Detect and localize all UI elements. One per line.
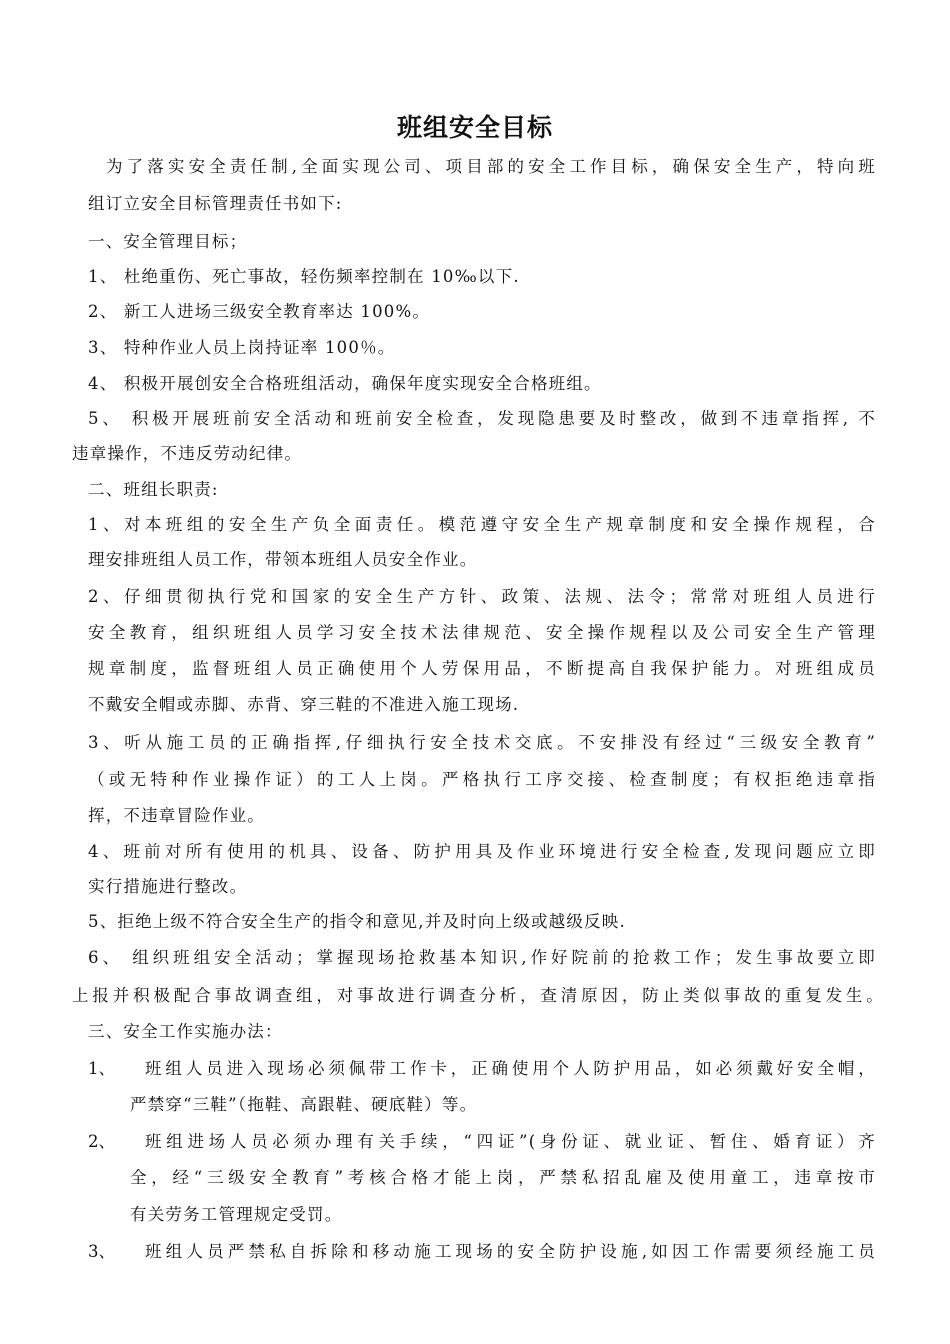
duty-3-line-3: 挥，不违章冒险作业。	[88, 806, 265, 825]
measure-1-line-2: 严禁穿“三鞋”（拖鞋、高跟鞋、硬底鞋）等。	[130, 1095, 478, 1114]
measure-2-number: 2、	[88, 1132, 115, 1151]
intro-line-2: 组订立安全目标管理责任书如下:	[88, 194, 343, 213]
duty-6-line-2: 上报并积极配合事故调查组，对事故进行调查分析，查清原因，防止类似事故的重复发生。	[72, 986, 884, 1005]
measure-2-line-3: 有关劳务工管理规定受罚。	[130, 1205, 343, 1224]
measure-1-number: 1、	[88, 1059, 115, 1078]
document-title: 班组安全目标	[396, 113, 553, 142]
measure-2-line-1: 班组进场人员必须办理有关手续，“四证”(身份证、就业证、暂住、婚育证）齐	[145, 1132, 876, 1151]
measure-3-number: 3、	[88, 1242, 115, 1261]
intro-line-1: 为了落实安全责任制,全面实现公司、项目部的安全工作目标，确保安全生产，特向班	[106, 157, 876, 176]
duty-2-line-4: 不戴安全帽或赤脚、赤背、穿三鞋的不准进入施工现场.	[88, 695, 520, 714]
duty-4-line-2: 实行措施进行整改。	[88, 877, 248, 896]
measure-2-line-2: 全，经“三级安全教育”考核合格才能上岗，严禁私招乱雇及使用童工，违章按市	[130, 1168, 876, 1187]
duty-2-line-2: 安全教育，组织班组人员学习安全技术法律规范、安全操作规程以及公司安全生产管理	[88, 623, 876, 642]
section-3-heading: 三、安全工作实施办法：	[88, 1022, 283, 1041]
measure-3-line-1: 班组人员严禁私自拆除和移动施工现场的安全防护设施,如因工作需要须经施工员	[145, 1242, 876, 1261]
goal-item-4: 4、 积极开展创安全合格班组活动，确保年度实现安全合格班组。	[88, 374, 602, 393]
section-2-heading: 二、班组长职责:	[88, 480, 219, 499]
duty-2-line-3: 规章制度，监督班组人员正确使用个人劳保用品，不断提高自我保护能力。对班组成员	[88, 659, 876, 678]
goal-item-5-line-1: 5、 积极开展班前安全活动和班前安全检查，发现隐患要及时整改，做到不违章指挥, 不	[88, 409, 876, 428]
section-1-heading: 一、安全管理目标；	[88, 232, 248, 251]
duty-4-line-1: 4、班前对所有使用的机具、设备、防护用具及作业环境进行安全检查,发现问题应立即	[88, 842, 876, 861]
duty-1-line-2: 理安排班组人员工作，带领本班组人员安全作业。	[88, 550, 478, 569]
goal-item-5-line-2: 违章操作，不违反劳动纪律。	[72, 444, 303, 463]
goal-item-1: 1、 杜绝重伤、死亡事故，轻伤频率控制在 10‰以下.	[88, 267, 520, 286]
duty-2-line-1: 2、仔细贯彻执行党和国家的安全生产方针、政策、法规、法令；常常对班组人员进行	[88, 587, 876, 606]
duty-3-line-2: （或无特种作业操作证）的工人上岗。严格执行工序交接、检查制度；有权拒绝违章指	[88, 770, 876, 789]
duty-1-line-1: 1、对本班组的安全生产负全面责任。模范遵守安全生产规章制度和安全操作规程，合	[88, 515, 876, 534]
duty-3-line-1: 3、听从施工员的正确指挥,仔细执行安全技术交底。不安排没有经过“三级安全教育”	[88, 733, 876, 752]
duty-6-line-1: 6、 组织班组安全活动；掌握现场抢救基本知识,作好院前的抢救工作；发生事故要立即	[88, 948, 876, 967]
goal-item-2: 2、 新工人进场三级安全教育率达 100%。	[88, 302, 431, 321]
goal-item-3: 3、 特种作业人员上岗持证率 100％。	[88, 338, 396, 357]
measure-1-line-1: 班组人员进入现场必须佩带工作卡，正确使用个人防护用品，如必须戴好安全帽，	[145, 1059, 876, 1078]
duty-5: 5、拒绝上级不符合安全生产的指令和意见,并及时向上级或越级反映.	[88, 912, 626, 931]
